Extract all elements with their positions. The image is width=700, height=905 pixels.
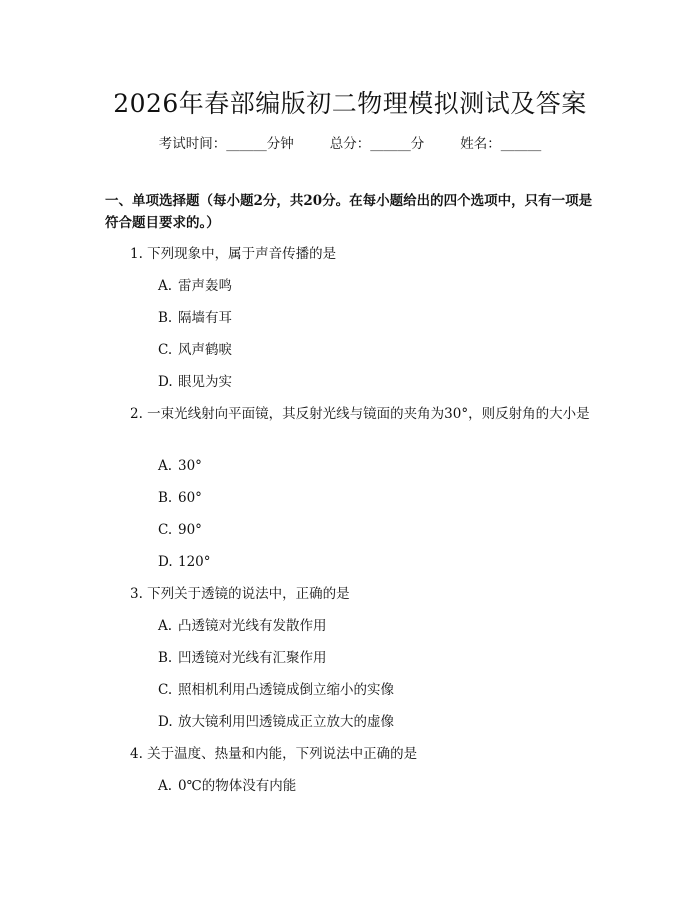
question-4-option-a: A. 0℃的物体没有内能 <box>158 778 297 794</box>
question-1-option-d: D. 眼见为实 <box>158 374 232 390</box>
page-title: 2026年春部编版初二物理模拟测试及答案 <box>113 89 587 118</box>
question-3-stem: 3. 下列关于透镜的说法中，正确的是 <box>130 586 350 602</box>
question-2-option-c: C. 90° <box>158 522 202 538</box>
question-1-option-a: A. 雷声轰鸣 <box>158 278 232 294</box>
student-name-field: 姓名：______ <box>460 136 542 152</box>
total-score-field: 总分：______分 <box>329 136 425 152</box>
question-2-option-a: A. 30° <box>158 458 202 474</box>
exam-meta <box>0 132 700 152</box>
question-4-stem: 4. 关于温度、热量和内能，下列说法中正确的是 <box>130 746 418 762</box>
question-3-option-c: C. 照相机利用凸透镜成倒立缩小的实像 <box>158 682 394 698</box>
question-1-stem: 1. 下列现象中，属于声音传播的是 <box>130 246 337 262</box>
question-1-option-c: C. 风声鹤唳 <box>158 342 232 358</box>
question-2-option-b: B. 60° <box>158 490 202 506</box>
question-3-option-b: B. 凹透镜对光线有汇聚作用 <box>158 650 327 666</box>
question-2-stem: 2. 一束光线射向平面镜，其反射光线与镜面的夹角为30°，则反射角的大小是 <box>130 406 590 422</box>
exam-time-field: 考试时间：______分钟 <box>158 136 294 152</box>
question-2-option-d: D. 120° <box>158 554 211 570</box>
question-1-option-b: B. 隔墙有耳 <box>158 310 232 326</box>
question-3-option-d: D. 放大镜利用凹透镜成正立放大的虚像 <box>158 714 394 730</box>
question-3-option-a: A. 凸透镜对光线有发散作用 <box>158 618 327 634</box>
section-heading: 一、单项选择题（每小题2分，共20分。在每小题给出的四个选项中，只有一项是符合题目要求的。） <box>105 193 593 231</box>
